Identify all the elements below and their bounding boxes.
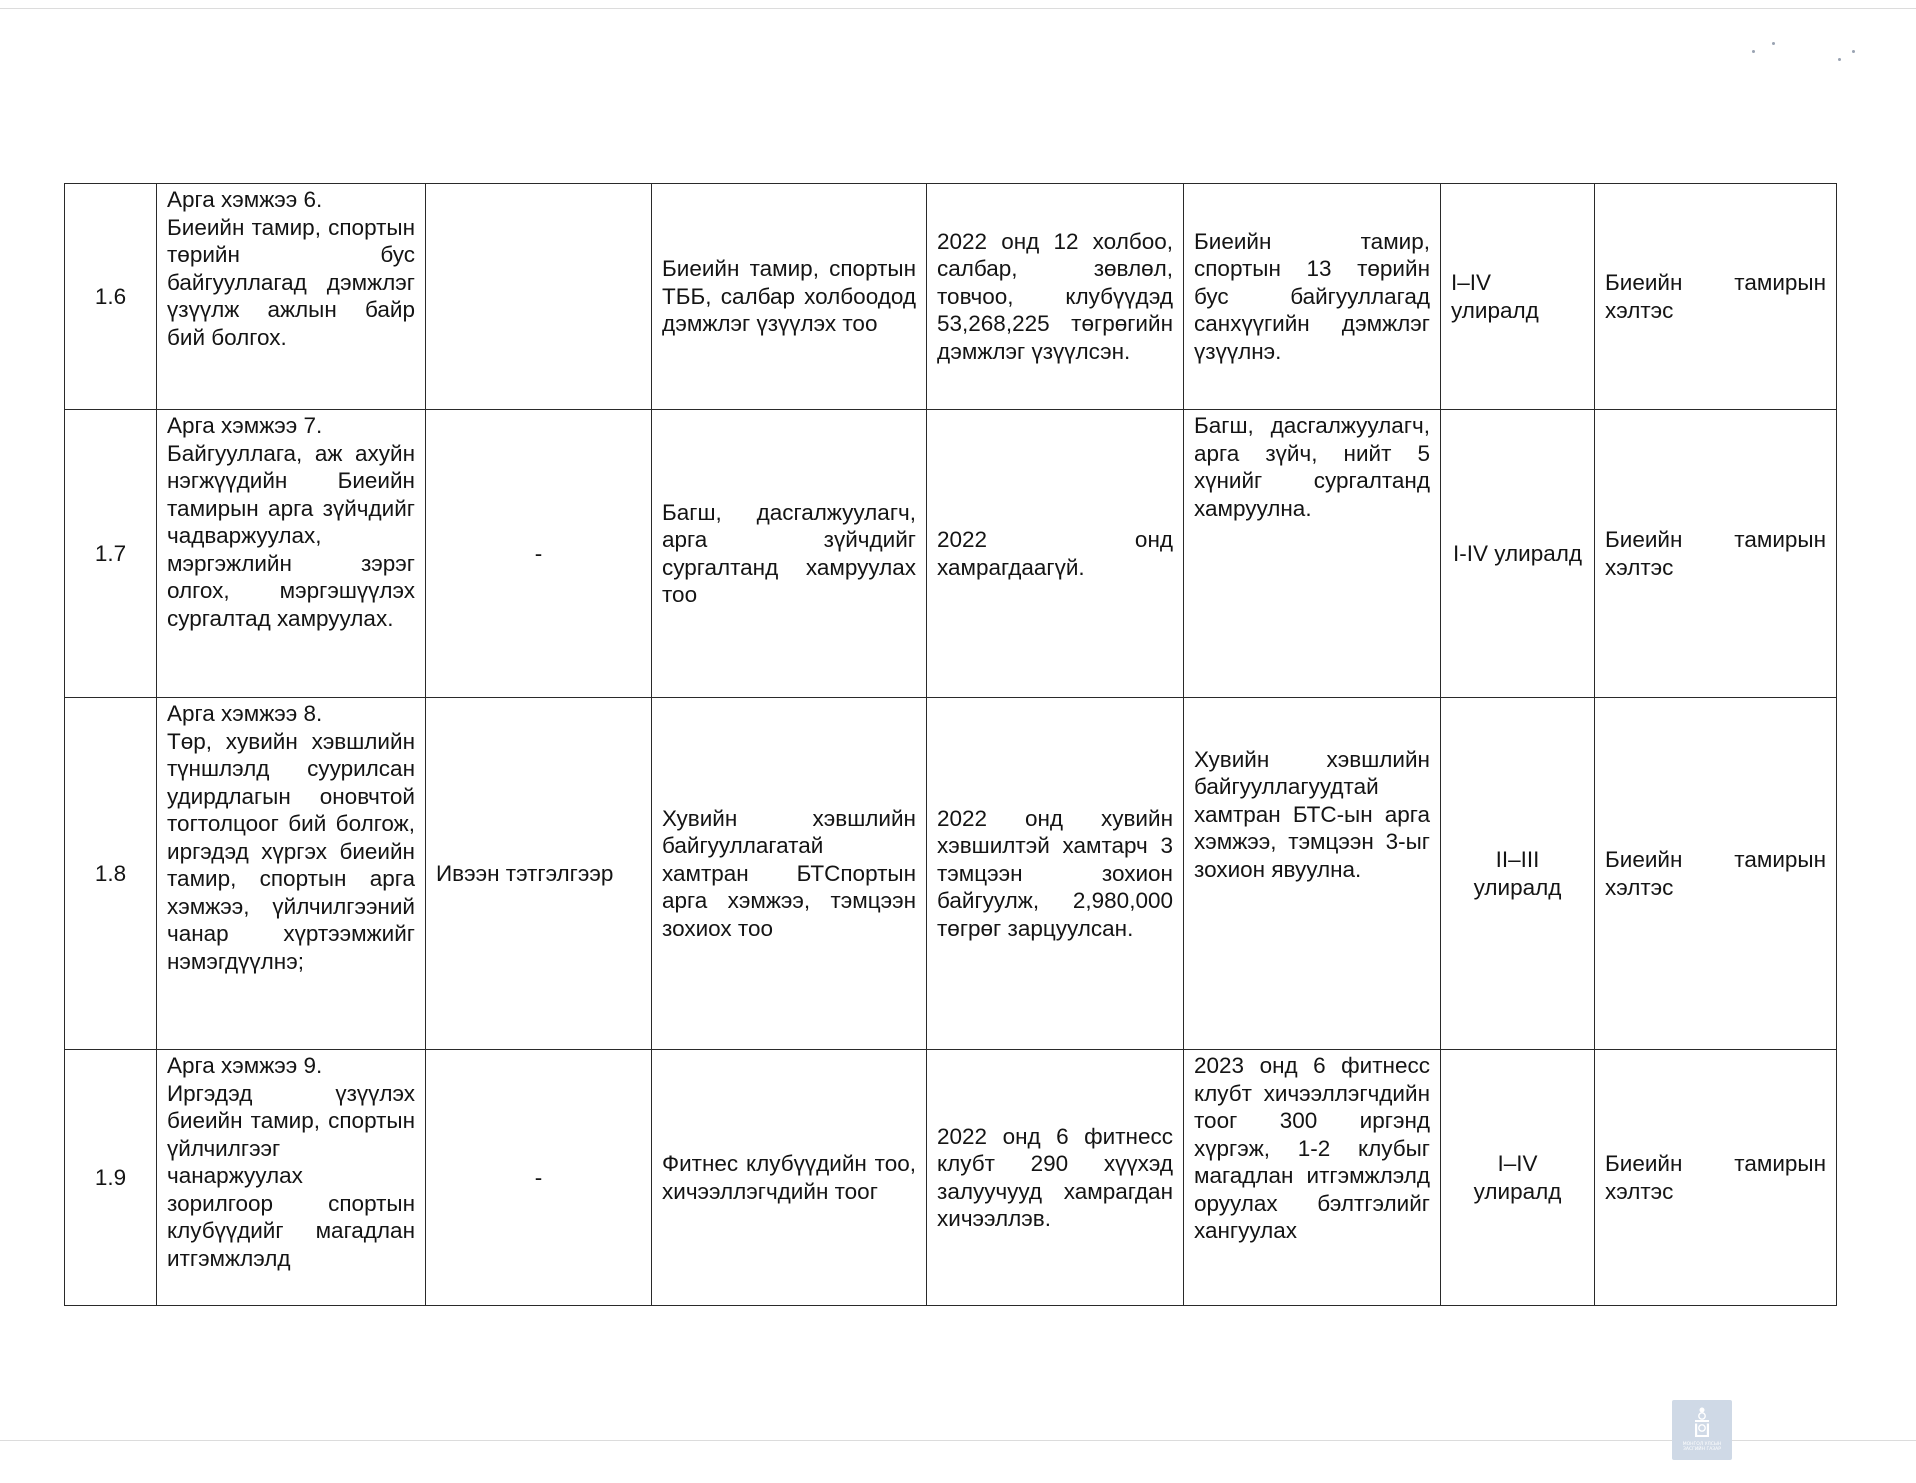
baseline-cell: 2022 онд 12 холбоо, салбар, зөвлөл, товчоо, клубүүдэд 53,268,225 төгрөгийн дэмжлэг үзүүлсэн.	[927, 184, 1184, 410]
activity-cell	[157, 1050, 426, 1306]
activity-description: Биеийн тамир, спортын төрийн бус байгууллагад дэмжлэг үзүүлж ажлын байр бий болгох.	[167, 214, 415, 350]
indicator-cell: Биеийн тамир, спортын ТББ, салбар холбоодод дэмжлэг үзүүлэх тоо	[652, 184, 927, 410]
baseline-cell: 2022 онд 6 фитнесс клубт 290 хүүхэд залуучууд хамрагдан хичээллэв.	[927, 1050, 1184, 1306]
responsible-cell: Биеийн тамирын хэлтэс	[1595, 698, 1837, 1050]
activity-title: Арга хэмжээ 6.	[167, 187, 323, 212]
table-row	[65, 410, 1837, 698]
period-cell: I–IV улиралд	[1441, 184, 1595, 410]
responsible-cell: Биеийн тамирын хэлтэс	[1595, 410, 1837, 698]
activity-cell	[157, 410, 426, 698]
baseline-cell: 2022 онд хувийн хэвшилтэй хамтарч 3 тэмцээн зохион байгуулж, 2,980,000 төгрөг зарцуулсан.	[927, 698, 1184, 1050]
target-cell: 2023 онд 6 фитнесс клубт хичээллэгчдийн тоог 300 иргэнд хүргэж, 1-2 клубыг магадлан итгэмжлэлд оруулах бэлтгэлийг хангуулах	[1184, 1050, 1441, 1306]
indicator-cell: Багш, дасгалжуулагч, арга зүйчдийг сургалтанд хамруулах тоо	[652, 410, 927, 698]
activity-title: Арга хэмжээ 9.	[167, 1053, 323, 1078]
activity-title: Арга хэмжээ 7.	[167, 413, 323, 438]
scan-speck	[1852, 50, 1855, 53]
activity-description: Байгууллага, аж ахуйн нэгжүүдийн Биеийн тамирын арга зүйчдийг чадваржуулах, мэргэжлийн зэрэг олгох, мэргэшүүлэх сургалтад хамруулах.	[167, 440, 415, 631]
activity-description: Төр, хувийн хэвшлийн түншлэлд суурилсан удирдлагын оновчтой тогтолцоог бий болгож, иргэдэд хүргэх биеийн тамир, спортын арга хэмжээ, үйлчилгээний чанар хүртээмжийг нэмэгдүүлнэ;	[167, 728, 415, 974]
table-row	[65, 184, 1837, 410]
bottom-page-edge	[0, 1440, 1916, 1441]
top-page-edge	[0, 8, 1916, 9]
soyombo-emblem-icon	[1691, 1406, 1713, 1440]
action-plan-table	[64, 183, 1837, 1306]
funding-cell	[426, 184, 652, 410]
table-row	[65, 1050, 1837, 1306]
target-cell: Биеийн тамир, спортын 13 төрийн бус байгууллагад санхүүгийн дэмжлэг үзүүлнэ.	[1184, 184, 1441, 410]
row-number: 1.7	[65, 410, 157, 698]
government-seal	[1672, 1400, 1732, 1460]
scan-speck	[1772, 42, 1775, 45]
scan-speck	[1838, 58, 1841, 61]
activity-cell	[157, 184, 426, 410]
row-number: 1.9	[65, 1050, 157, 1306]
activity-title: Арга хэмжээ 8.	[167, 701, 323, 726]
funding-cell: -	[426, 1050, 652, 1306]
target-cell: Багш, дасгалжуулагч, арга зүйч, нийт 5 хүнийг сургалтанд хамруулна.	[1184, 410, 1441, 698]
seal-text: МОНГОЛ УЛСЫН ЗАСГИЙН ГАЗАР	[1682, 1442, 1722, 1452]
baseline-cell: 2022 онд хамрагдаагүй.	[927, 410, 1184, 698]
period-cell: II–III улиралд	[1441, 698, 1595, 1050]
indicator-cell: Хувийн хэвшлийн байгууллагатай хамтран БТСпортын арга хэмжээ, тэмцээн зохиох тоо	[652, 698, 927, 1050]
period-cell: I-IV улиралд	[1441, 410, 1595, 698]
indicator-cell: Фитнес клубүүдийн тоо, хичээллэгчдийн тоог	[652, 1050, 927, 1306]
funding-cell: -	[426, 410, 652, 698]
row-number: 1.8	[65, 698, 157, 1050]
responsible-cell: Биеийн тамирын хэлтэс	[1595, 184, 1837, 410]
period-cell: I–IV улиралд	[1441, 1050, 1595, 1306]
scan-speck	[1752, 50, 1755, 53]
responsible-cell: Биеийн тамирын хэлтэс	[1595, 1050, 1837, 1306]
target-cell: Хувийн хэвшлийн байгууллагуудтай хамтран БТС-ын арга хэмжээ, тэмцээн 3-ыг зохион явуулна.	[1184, 698, 1441, 1050]
table-row	[65, 698, 1837, 1050]
activity-description: Иргэдэд үзүүлэх биеийн тамир, спортын үйлчилгээг чанаржуулах зорилгоор спортын клубүүдийг магадлан итгэмжлэлд	[167, 1080, 415, 1271]
funding-cell: Ивээн тэтгэлгээр	[426, 698, 652, 1050]
row-number: 1.6	[65, 184, 157, 410]
activity-cell	[157, 698, 426, 1050]
